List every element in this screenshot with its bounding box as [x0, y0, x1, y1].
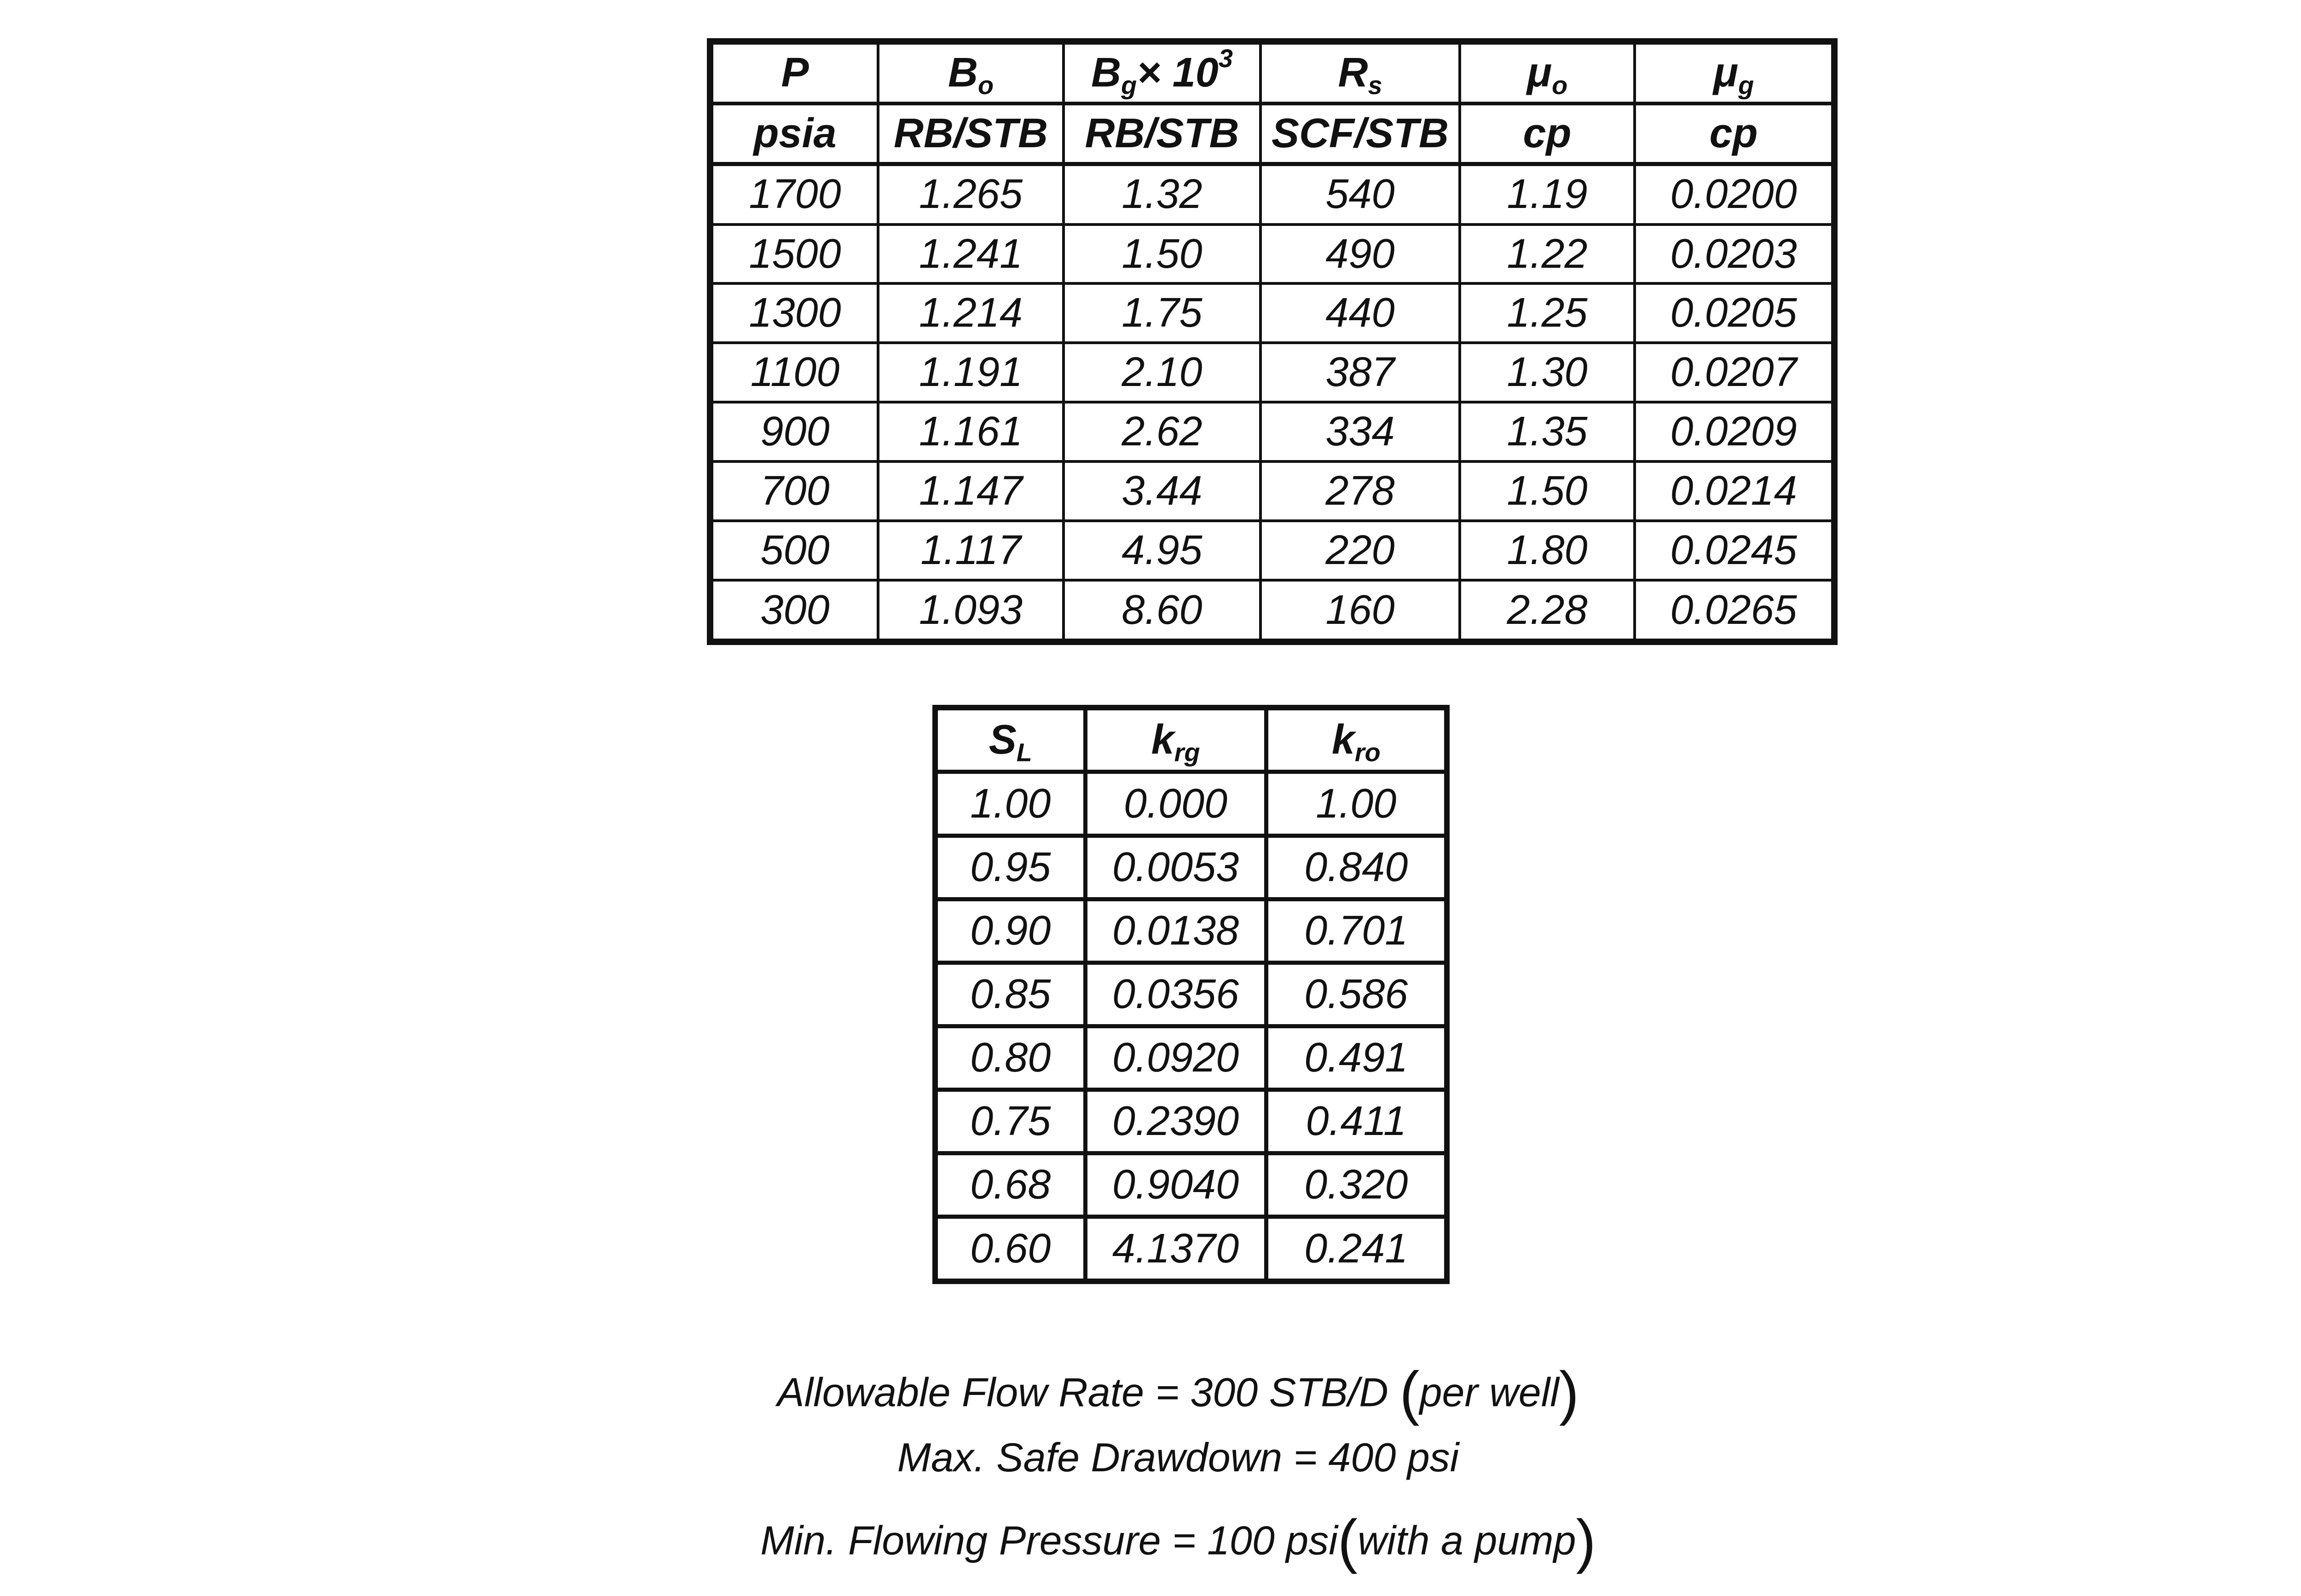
table-cell: 2.10 — [1064, 343, 1260, 402]
table-cell: 1.00 — [1266, 772, 1447, 835]
table-row — [935, 1026, 1447, 1090]
table-cell: 0.0053 — [1085, 835, 1266, 899]
table-cell: 1.117 — [878, 521, 1064, 580]
table-cell: 1.32 — [1064, 164, 1260, 225]
table-cell: 0.2390 — [1085, 1090, 1266, 1153]
table-cell: 4.1370 — [1085, 1217, 1266, 1281]
unit-oil-viscosity: cp — [1460, 104, 1635, 164]
unit-gas-viscosity: cp — [1635, 104, 1834, 164]
header-oil-viscosity: $\mu_o$ — [1460, 41, 1635, 104]
table-cell: 0.701 — [1266, 899, 1447, 962]
table-cell: 0.68 — [935, 1153, 1085, 1217]
table-row — [935, 772, 1447, 835]
table-cell: 1.22 — [1460, 225, 1635, 284]
table-cell: 0.0203 — [1635, 225, 1834, 284]
table-cell: 0.85 — [935, 962, 1085, 1026]
table-cell: 1100 — [710, 343, 878, 402]
table-row — [710, 225, 1834, 284]
table-cell: 0.411 — [1266, 1090, 1447, 1153]
pvt-header-row — [710, 41, 1834, 104]
min-pressure-text: Min. Flowing Pressure = 100 psi — [760, 1517, 1338, 1563]
table-cell: 1.50 — [1064, 225, 1260, 284]
unit-pressure: psia — [710, 104, 878, 164]
relative-permeability-table — [932, 705, 1450, 1284]
table-cell: 490 — [1260, 225, 1460, 284]
table-cell: 220 — [1260, 521, 1460, 580]
table-cell: 0.0265 — [1635, 580, 1834, 642]
table-cell: 1.00 — [935, 772, 1085, 835]
table-cell: 2.62 — [1064, 402, 1260, 461]
table-row — [710, 461, 1834, 521]
table-cell: 0.0205 — [1635, 283, 1834, 343]
table-cell: 0.80 — [935, 1026, 1085, 1090]
table-cell: 1700 — [710, 164, 878, 225]
table-cell: 1.50 — [1460, 461, 1635, 521]
table-row — [710, 521, 1834, 580]
table-cell: 1.265 — [878, 164, 1064, 225]
table-row — [710, 164, 1834, 225]
open-paren: ( — [1399, 1359, 1420, 1426]
table-cell: 387 — [1260, 343, 1460, 402]
unit-oil-fvf: RB/STB — [878, 104, 1064, 164]
table-cell: 0.0207 — [1635, 343, 1834, 402]
table-row — [935, 1217, 1447, 1281]
header-krg: $k_{rg}$ — [1085, 708, 1266, 772]
flow-rate-qualifier: per well — [1419, 1369, 1559, 1415]
table-row — [710, 343, 1834, 402]
open-paren: ( — [1337, 1507, 1358, 1574]
table-cell: 278 — [1260, 461, 1460, 521]
min-pressure-qualifier: with a pump — [1358, 1517, 1576, 1563]
unit-solution-gor: SCF/STB — [1260, 104, 1460, 164]
table-cell: 0.0138 — [1085, 899, 1266, 962]
table-cell: 500 — [710, 521, 878, 580]
relperm-header-row — [935, 708, 1447, 772]
table-cell: 0.241 — [1266, 1217, 1447, 1281]
table-cell: 334 — [1260, 402, 1460, 461]
note-max-safe-drawdown — [644, 1437, 1712, 1478]
table-cell: 1.191 — [878, 343, 1064, 402]
table-row — [935, 899, 1447, 962]
table-cell: 700 — [710, 461, 878, 521]
table-row — [935, 1153, 1447, 1217]
table-cell: 0.000 — [1085, 772, 1266, 835]
table-cell: 900 — [710, 402, 878, 461]
flow-rate-text: Allowable Flow Rate = 300 STB/D — [777, 1369, 1400, 1415]
table-cell: 0.840 — [1266, 835, 1447, 899]
header-solution-gor: $R_s$ — [1260, 41, 1460, 104]
table-cell: 1.19 — [1460, 164, 1635, 225]
table-cell: 0.0214 — [1635, 461, 1834, 521]
table-cell: 1.241 — [878, 225, 1064, 284]
close-paren: ) — [1576, 1507, 1596, 1574]
table-cell: 0.75 — [935, 1090, 1085, 1153]
table-cell: 0.0200 — [1635, 164, 1834, 225]
table-row — [935, 835, 1447, 899]
table-row — [935, 962, 1447, 1026]
table-cell: 1.161 — [878, 402, 1064, 461]
table-cell: 1500 — [710, 225, 878, 284]
table-cell: 0.0245 — [1635, 521, 1834, 580]
table-cell: 0.90 — [935, 899, 1085, 962]
header-gas-fvf: $B_g\times 10^3$ — [1064, 41, 1260, 104]
table-cell: 1.80 — [1460, 521, 1635, 580]
table-cell: 1.75 — [1064, 283, 1260, 343]
table-cell: 0.0920 — [1085, 1026, 1266, 1090]
table-cell: 160 — [1260, 580, 1460, 642]
header-pressure: P — [710, 41, 878, 104]
drawdown-text: Max. Safe Drawdown = 400 psi — [897, 1435, 1459, 1480]
table-cell: 1.147 — [878, 461, 1064, 521]
header-kro: $k_{ro}$ — [1266, 708, 1447, 772]
table-cell: 3.44 — [1064, 461, 1260, 521]
table-cell: 540 — [1260, 164, 1460, 225]
header-liquid-saturation: $S_L$ — [935, 708, 1085, 772]
table-row — [710, 402, 1834, 461]
table-row — [710, 580, 1834, 642]
header-oil-fvf: $B_o$ — [878, 41, 1064, 104]
table-cell: 8.60 — [1064, 580, 1260, 642]
table-cell: 1300 — [710, 283, 878, 343]
table-cell: 0.0356 — [1085, 962, 1266, 1026]
unit-gas-fvf: RB/STB — [1064, 104, 1260, 164]
note-allowable-flow-rate — [644, 1359, 1712, 1426]
pvt-units-row — [710, 104, 1834, 164]
table-cell: 0.320 — [1266, 1153, 1447, 1217]
table-cell: 0.0209 — [1635, 402, 1834, 461]
table-cell: 300 — [710, 580, 878, 642]
table-cell: 1.30 — [1460, 343, 1635, 402]
table-cell: 1.093 — [878, 580, 1064, 642]
table-cell: 0.9040 — [1085, 1153, 1266, 1217]
table-cell: 0.491 — [1266, 1026, 1447, 1090]
note-min-flowing-pressure — [644, 1507, 1712, 1574]
table-cell: 0.95 — [935, 835, 1085, 899]
table-cell: 1.25 — [1460, 283, 1635, 343]
table-cell: 2.28 — [1460, 580, 1635, 642]
pvt-body — [710, 164, 1834, 642]
table-cell: 1.214 — [878, 283, 1064, 343]
header-gas-viscosity: $\mu_g$ — [1635, 41, 1834, 104]
pvt-properties-table — [707, 38, 1838, 645]
table-cell: 4.95 — [1064, 521, 1260, 580]
table-cell: 440 — [1260, 283, 1460, 343]
table-cell: 0.60 — [935, 1217, 1085, 1281]
table-row — [710, 283, 1834, 343]
close-paren: ) — [1559, 1359, 1579, 1426]
relperm-body — [935, 772, 1447, 1281]
table-cell: 1.35 — [1460, 402, 1635, 461]
table-cell: 0.586 — [1266, 962, 1447, 1026]
table-row — [935, 1090, 1447, 1153]
